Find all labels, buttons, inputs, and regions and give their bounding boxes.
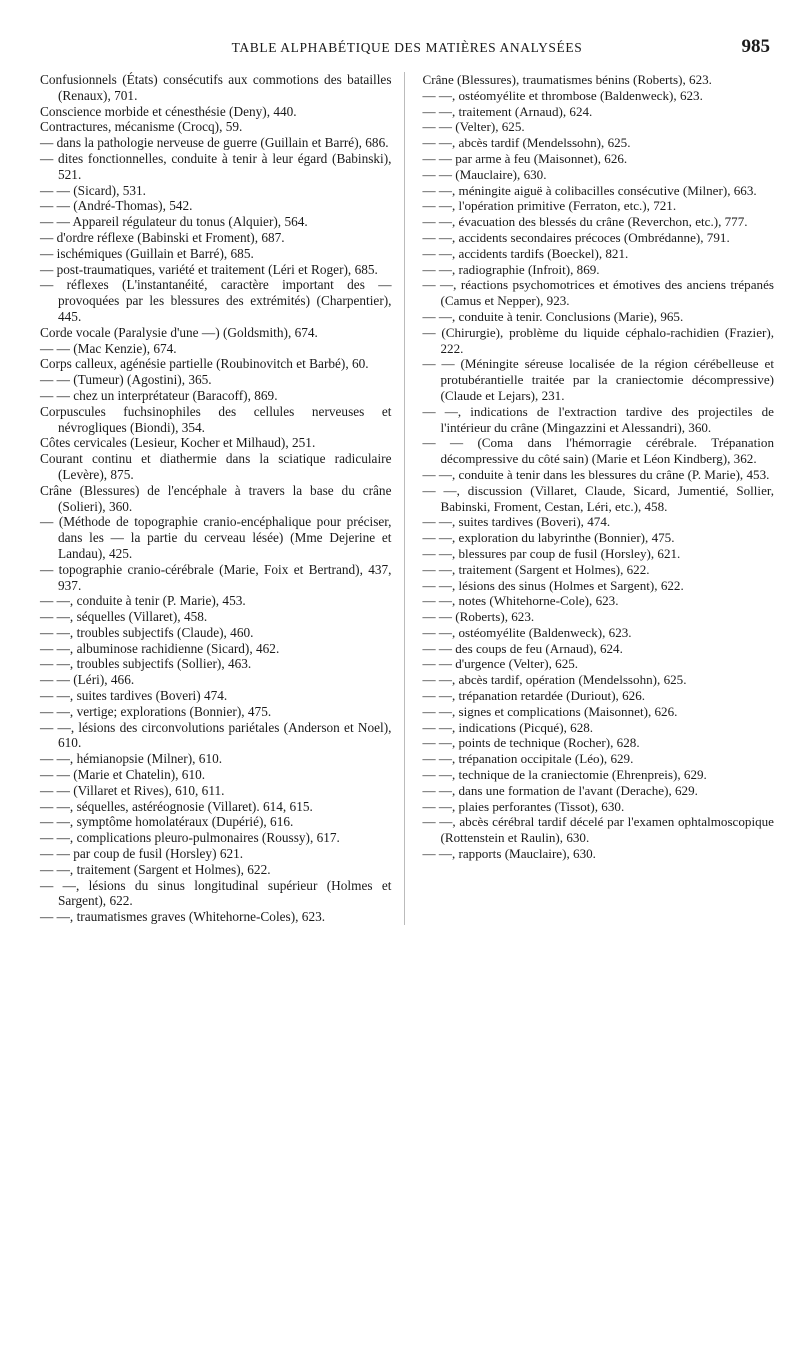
- index-entry: — —, séquelles (Villaret), 458.: [40, 609, 208, 625]
- index-entry: — —, notes (Whitehorne-Cole), 623.: [422, 593, 619, 609]
- index-entry: — —, points de technique (Rocher), 628.: [422, 735, 640, 751]
- index-entry: — —, signes et complications (Maisonnet), 626.: [422, 703, 678, 719]
- index-entry: — — par coup de fusil (Horsley) 621.: [40, 846, 244, 862]
- index-entry: Corps calleux, agénésie partielle (Roubinovitch et Barbé), 60.: [40, 356, 369, 372]
- index-entry: — — (Sicard), 531.: [40, 182, 146, 198]
- index-entry: — —, indications de l'extraction tardive des projectiles de l'intérieur du crâne (Mingazzini et Alessandri), 360.: [422, 403, 774, 435]
- index-entry: — dites fonctionnelles, conduite à tenir à leur égard (Babinski), 521.: [40, 150, 392, 182]
- index-entry: — —, abcès cérébral tardif décelé par l'examen ophtalmoscopique (Rottenstein et Raulin), 630.: [422, 814, 774, 846]
- index-entry: — post-traumatiques, variété et traitement (Léri et Roger), 685.: [40, 261, 378, 277]
- index-entry: — — chez un interprétateur (Baracoff), 869.: [40, 387, 278, 403]
- index-entry: — — Appareil régulateur du tonus (Alquier), 564.: [40, 214, 308, 230]
- index-entry: — —, lésions du sinus longitudinal supérieur (Holmes et Sargent), 622.: [40, 877, 392, 909]
- index-entry: Contractures, mécanisme (Crocq), 59.: [40, 119, 243, 135]
- index-entry: — ischémiques (Guillain et Barré), 685.: [40, 245, 254, 261]
- index-entry: — — (Villaret et Rives), 610, 611.: [40, 782, 225, 798]
- index-entry: Côtes cervicales (Lesieur, Kocher et Milhaud), 251.: [40, 435, 316, 451]
- index-entry: — —, ostéomyélite et thrombose (Baldenweck), 623.: [422, 87, 703, 103]
- index-entry: — —, réactions psychomotrices et émotives des anciens trépanés (Camus et Nepper), 923.: [422, 277, 774, 309]
- right-column: [423, 72, 775, 925]
- index-entry: Confusionnels (États) consécutifs aux commotions des batailles (Renaux), 701.: [40, 72, 392, 103]
- index-entry: — —, trépanation retardée (Duriout), 626.: [422, 688, 646, 704]
- index-entry: — — (Tumeur) (Agostini), 365.: [40, 372, 212, 388]
- index-entry: — — (Coma dans l'hémorragie cérébrale. Trépanation décompressive du côté sain) (Marie et Léon Kindberg), 362.: [422, 435, 774, 467]
- index-entry: — (Méthode de topographie cranio-encéphalique pour préciser, dans les — la partie du cerveau lésée) (Mme Dejerine et Landau), 425.: [40, 514, 392, 561]
- index-entry: — —, troubles subjectifs (Claude), 460.: [40, 624, 254, 640]
- index-entry: — — des coups de feu (Arnaud), 624.: [422, 640, 623, 656]
- index-entry: — —, conduite à tenir (P. Marie), 453.: [40, 593, 246, 609]
- index-entry: — —, suites tardives (Boveri), 474.: [422, 514, 611, 530]
- index-entry: — —, discussion (Villaret, Claude, Sicard, Jumentié, Sollier, Babinski, Froment, Cestan, Léri, etc.), 458.: [422, 482, 774, 514]
- index-entry: — —, méningite aiguë à colibacilles consécutive (Milner), 663.: [422, 182, 757, 198]
- index-entry: — —, traitement (Sargent et Holmes), 622.: [40, 861, 271, 877]
- index-entry: — —, dans une formation de l'avant (Derache), 629.: [422, 782, 698, 798]
- index-columns: [40, 72, 774, 925]
- index-entry: — —, technique de la craniectomie (Ehrenpreis), 629.: [422, 767, 707, 783]
- index-entry: — —, trépanation occipitale (Léo), 629.: [422, 751, 634, 767]
- index-entry: — —, abcès tardif (Mendelssohn), 625.: [422, 135, 631, 151]
- index-entry: — —, lésions des sinus (Holmes et Sargent), 622.: [422, 577, 684, 593]
- index-entry: — — (Mac Kenzie), 674.: [40, 340, 177, 356]
- index-entry: — —, accidents secondaires précoces (Ombrédanne), 791.: [422, 229, 730, 245]
- index-entry: — —, l'opération primitive (Ferraton, etc.), 721.: [422, 198, 677, 214]
- index-entry: — — (Marie et Chatelin), 610.: [40, 767, 206, 783]
- page-number: 985: [741, 36, 770, 57]
- index-entry: — (Chirurgie), problème du liquide céphalo-rachidien (Frazier), 222.: [422, 324, 774, 356]
- index-entry: — —, blessures par coup de fusil (Horsley), 621.: [422, 545, 681, 561]
- index-entry: — —, traumatismes graves (Whitehorne-Coles), 623.: [40, 909, 326, 925]
- index-entry: — — (Mauclaire), 630.: [422, 166, 547, 182]
- index-entry: — — par arme à feu (Maisonnet), 626.: [422, 150, 628, 166]
- index-entry: Crâne (Blessures), traumatismes bénins (Roberts), 623.: [422, 72, 712, 87]
- index-entry: — —, indications (Picqué), 628.: [422, 719, 594, 735]
- index-entry: — —, conduite à tenir. Conclusions (Marie), 965.: [422, 308, 684, 324]
- index-entry: — —, conduite à tenir dans les blessures du crâne (P. Marie), 453.: [422, 466, 770, 482]
- index-entry: — —, lésions des circonvolutions pariétales (Anderson et Noel), 610.: [40, 719, 392, 751]
- index-entry: — — (Léri), 466.: [40, 672, 135, 688]
- index-entry: Courant continu et diathermie dans la sciatique radiculaire (Levère), 875.: [40, 451, 392, 482]
- index-entry: — —, radiographie (Infroit), 869.: [422, 261, 600, 277]
- index-entry: — —, évacuation des blessés du crâne (Reverchon, etc.), 777.: [422, 214, 748, 230]
- index-entry: — — (André-Thomas), 542.: [40, 198, 193, 214]
- index-entry: — —, hémianopsie (Milner), 610.: [40, 751, 223, 767]
- index-entry: — —, ostéomyélite (Baldenweck), 623.: [422, 624, 632, 640]
- index-entry: — réflexes (L'instantanéité, caractère important des — provoquées par les blessures des extrémités) (Charpentier), 445.: [40, 277, 392, 324]
- index-entry: — — (Roberts), 623.: [422, 609, 535, 625]
- left-column: [40, 72, 405, 925]
- index-entry: Conscience morbide et cénesthésie (Deny), 440.: [40, 103, 297, 119]
- index-entry: — —, plaies perforantes (Tissot), 630.: [422, 798, 625, 814]
- index-entry: — —, rapports (Mauclaire), 630.: [422, 846, 596, 862]
- index-entry: — —, vertige; explorations (Bonnier), 475.: [40, 703, 272, 719]
- index-entry: — — d'urgence (Velter), 625.: [422, 656, 579, 672]
- index-entry: — topographie cranio-cérébrale (Marie, Foix et Bertrand), 437, 937.: [40, 561, 392, 593]
- index-entry: — —, troubles subjectifs (Sollier), 463.: [40, 656, 252, 672]
- index-entry: — — (Méningite séreuse localisée de la région cérébelleuse et protubérantielle traitée par la craniectomie décompressive) (Claude et Lejars), 231.: [422, 356, 774, 403]
- index-entry: Corpuscules fuchsinophiles des cellules nerveuses et névrogliques (Biondi), 354.: [40, 403, 392, 435]
- index-entry: — —, traitement (Sargent et Holmes), 622.: [422, 561, 650, 577]
- page-header: [40, 36, 774, 62]
- index-entry: — —, symptôme homolatéraux (Dupérié), 616.: [40, 814, 294, 830]
- running-title: TABLE ALPHABÉTIQUE DES MATIÈRES ANALYSÉES: [231, 40, 583, 55]
- index-entry: Corde vocale (Paralysie d'une —) (Goldsmith), 674.: [40, 324, 318, 340]
- index-entry: — —, séquelles, astéréognosie (Villaret). 614, 615.: [40, 798, 313, 814]
- index-entry: — —, abcès tardif, opération (Mendelssohn), 625.: [422, 672, 687, 688]
- index-entry: — —, complications pleuro-pulmonaires (Roussy), 617.: [40, 830, 340, 846]
- index-entry: — d'ordre réflexe (Babinski et Froment), 687.: [40, 229, 285, 245]
- index-entry: — —, traitement (Arnaud), 624.: [422, 103, 593, 119]
- index-entry: — dans la pathologie nerveuse de guerre (Guillain et Barré), 686.: [40, 135, 389, 151]
- index-entry: — —, albuminose rachidienne (Sicard), 462.: [40, 640, 280, 656]
- index-entry: — — (Velter), 625.: [422, 119, 525, 135]
- index-entry: — —, suites tardives (Boveri) 474.: [40, 688, 228, 704]
- index-entry: — —, accidents tardifs (Boeckel), 821.: [422, 245, 629, 261]
- index-entry: Crâne (Blessures) de l'encéphale à travers la base du crâne (Solieri), 360.: [40, 482, 392, 514]
- index-entry: — —, exploration du labyrinthe (Bonnier), 475.: [422, 530, 675, 546]
